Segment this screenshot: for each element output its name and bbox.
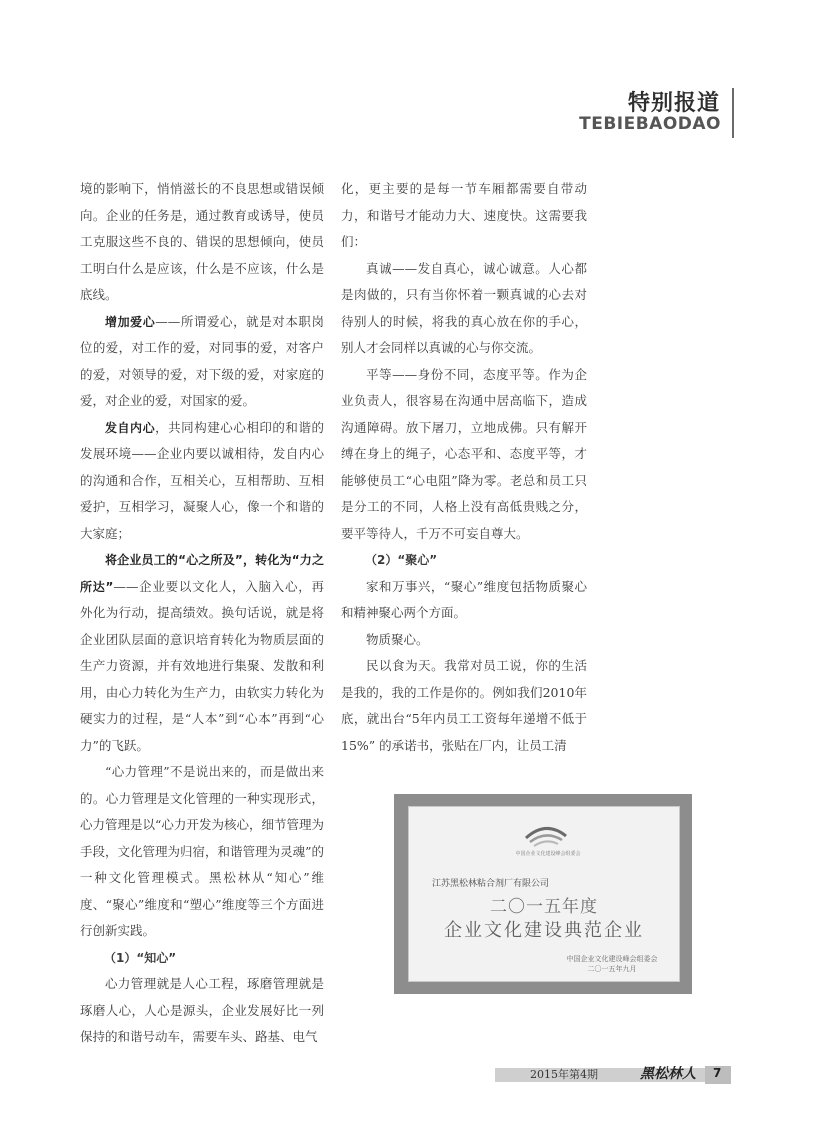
subheading-zhixin: （1）“知心” (104, 950, 177, 965)
paragraph: 真诚——发自真心，诚心诚意。人心都是肉做的，只有当你怀着一颗真诚的心去对待别人的时候，将我的真心放在你的手心，别人才会同样以真诚的心与你交流。 (341, 260, 587, 355)
paragraph: 物质聚心。 (366, 631, 429, 647)
summit-logo-icon (522, 820, 570, 848)
paragraph (80, 309, 324, 415)
paragraph: 平等——身份不同，态度平等。作为企业负责人，很容易在沟通中居高临下，造成沟通障碍。放下屠刀，立地成佛。只有解开缚在身上的绳子，心态平和、态度平等，才能够使员工“心电阻”降为零。老总和员工只是分工的不同，人格上没有高低贵贱之分，要平等待人，千万不可妄自尊大。 (341, 366, 587, 541)
paragraph: “心力管理”不是说出来的，而是做出来的。心力管理是文化管理的一种实现形式，心力管理是以“心力开发为核心，细节管理为手段，文化管理为归宿，和谐管理为灵魂”的一种文化管理模式。黑松林从“知心”维度、“聚心”维度和“塑心”维度等三个方面进行创新实践。 (80, 764, 324, 938)
issue-label: 2015年第4期 (530, 1068, 598, 1081)
paragraph-text: ——所谓爱心，就是对本职岗位的爱，对工作的爱，对同事的爱，对客户的爱，对领导的爱，对下级的爱，对家庭的爱，对企业的爱，对国家的爱。 (80, 313, 324, 408)
paragraph-text: ，共同构建心心相印的和谐的发展环境——企业内要以诚相待，发自内心的沟通和合作，互相关心，互相帮助、互相爱护，互相学习，凝聚人心，像一个和谐的大家庭； (80, 419, 324, 541)
paragraph: 心力管理就是人心工程，琢磨管理就是琢磨人心，人心是源头，企业发展好比一列保持的和谐号动车，需要车头、路基、电气 (80, 976, 324, 1044)
certificate-award: 企业文化建设典范企业 (444, 920, 644, 941)
paragraph (80, 415, 324, 548)
left-column (80, 176, 324, 1051)
certificate-year: 二〇一五年度 (490, 897, 598, 917)
page-number: 7 (713, 1066, 722, 1080)
paragraph-text: ——企业要以文化人，入脑入心，再外化为行动，提高绩效。换句话说，就是将企业团队层面的意识培育转化为物质层面的生产力资源，并有效地进行集聚、发散和利用，由心力转化为生产力，由软实力转化为硬实力的过程，是“人本”到“心本”再到“心力”的飞跃。 (80, 578, 324, 753)
header-divider (732, 88, 734, 138)
logo-caption: 中国企业文化建设峰会组委会 (515, 851, 581, 857)
paragraph: 化，更主要的是每一节车厢都需要自带动力，和谐号才能动力大、速度快。这需要我们： (341, 181, 587, 249)
paragraph: 家和万事兴，“聚心”维度包括物质聚心和精神聚心两个方面。 (341, 578, 587, 620)
certificate-photo (394, 794, 692, 994)
right-column (341, 176, 587, 759)
bold-lead: 增加爱心 (105, 314, 156, 329)
section-subtitle: TEBIEBAODAO (579, 114, 721, 134)
certificate-issuer: 中国企业文化建设峰会组委会 (566, 955, 658, 963)
paragraph: 境的影响下，悄悄滋长的不良思想或错误倾向。企业的任务是，通过教育或诱导，使员工克服这些不良的、错误的思想倾向，使员工明白什么是应该，什么是不应该，什么是底线。 (80, 181, 324, 302)
section-title: 特别报道 (627, 91, 720, 116)
certificate-date: 二〇一五年九月 (587, 965, 637, 973)
paragraph: 民以食为天。我常对员工说，你的生活是我的，我的工作是你的。例如我们2010年底，就出台“5年内员工工资每年递增不低于15%” 的承诺书，张贴在厂内，让员工清 (341, 658, 587, 753)
magazine-logo: 黑松林人 (640, 1066, 696, 1082)
paragraph (80, 547, 324, 759)
certificate-company: 江苏黑松林粘合剂厂有限公司 (432, 879, 550, 889)
certificate-plaque (408, 806, 680, 982)
bold-lead: 发自内心 (105, 420, 156, 435)
subheading-juxin: （2）“聚心” (365, 553, 438, 567)
bold-lead: 将企业员工的“心之所及”，转化为“力之所达” (80, 553, 324, 594)
